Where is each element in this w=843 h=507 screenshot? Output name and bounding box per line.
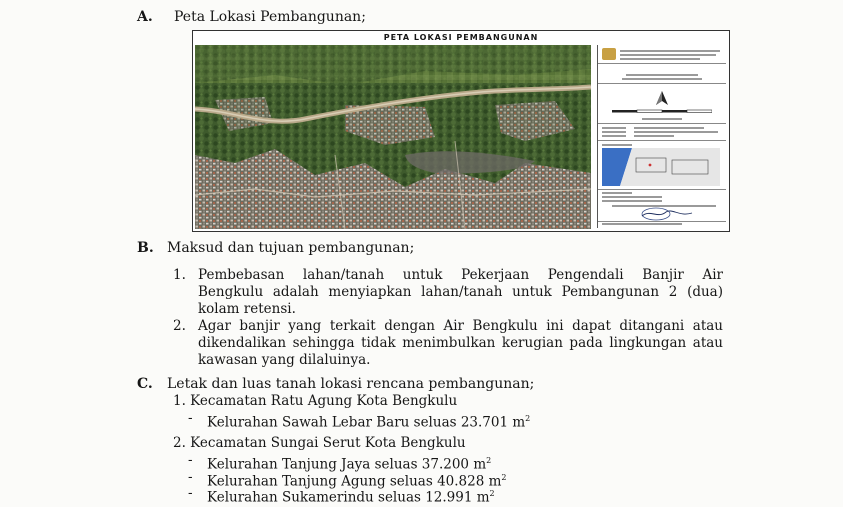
area-unit-superscript: 2 xyxy=(486,456,492,465)
village-area-text: Kelurahan Tanjung Agung seluas 40.828 m xyxy=(207,473,502,490)
legend-text-line xyxy=(602,196,662,198)
location-map-figure xyxy=(192,30,730,232)
list-dash: - xyxy=(188,410,193,426)
area-unit-superscript: 2 xyxy=(525,414,531,423)
purpose-item-line: kolam retensi. xyxy=(198,301,296,317)
village-area-item xyxy=(207,485,495,507)
legend-text-line xyxy=(634,135,674,137)
legend-divider xyxy=(598,63,726,64)
legend-subtitle-line xyxy=(622,78,702,80)
legend-text-line xyxy=(602,144,632,146)
agency-logo xyxy=(602,48,616,60)
village-area-text: Kelurahan Sukamerindu seluas 12.991 m xyxy=(207,489,490,506)
legend-header-line xyxy=(620,54,716,56)
area-unit-superscript: 2 xyxy=(489,489,495,498)
village-area-item xyxy=(207,410,530,432)
area-unit-superscript: 2 xyxy=(501,473,507,482)
scale-label-line xyxy=(642,118,682,120)
list-dash: - xyxy=(188,452,193,468)
section-a-title: Peta Lokasi Pembangunan; xyxy=(174,9,366,25)
map-title: PETA LOKASI PEMBANGUNAN xyxy=(383,33,539,42)
purpose-item-line: dikendalikan sehingga tidak menimbulkan kerugian pada lingkungan atau xyxy=(198,335,723,351)
village-area-text: Kelurahan Sawah Lebar Baru seluas 23.701 m xyxy=(207,414,526,431)
legend-text-line xyxy=(602,135,626,137)
legend-subtitle-line xyxy=(626,74,698,76)
legend-text-line xyxy=(602,127,626,129)
village-area-text: Kelurahan Tanjung Jaya seluas 37.200 m xyxy=(207,456,487,473)
legend-divider xyxy=(598,189,726,190)
legend-divider xyxy=(598,83,726,84)
list-dash: - xyxy=(188,485,193,501)
district-heading: 2. Kecamatan Sungai Serut Kota Bengkulu xyxy=(173,435,466,451)
scale-bar-icon xyxy=(612,108,712,116)
purpose-item-line: Agar banjir yang terkait dengan Air Bengkulu ini dapat ditangani atau xyxy=(198,318,723,334)
legend-divider xyxy=(598,140,726,141)
legend-header-line xyxy=(620,58,700,60)
legend-text-line xyxy=(634,127,704,129)
section-c-title: Letak dan luas tanah lokasi rencana pembangunan; xyxy=(167,376,535,392)
signature-stamp-icon xyxy=(636,207,696,221)
section-b-letter: B. xyxy=(137,240,154,256)
legend-text-line xyxy=(602,200,662,202)
satellite-map-svg xyxy=(195,45,591,229)
purpose-item-number: 1. xyxy=(173,267,186,283)
legend-text-line xyxy=(602,223,682,225)
section-b-title: Maksud dan tujuan pembangunan; xyxy=(167,240,415,256)
north-arrow-icon xyxy=(656,91,668,105)
section-c-letter: C. xyxy=(137,376,153,392)
map-legend-panel xyxy=(597,45,726,228)
legend-text-line xyxy=(602,192,632,194)
legend-text-line xyxy=(634,131,718,133)
satellite-map-image xyxy=(195,45,591,229)
section-a-letter: A. xyxy=(137,9,153,25)
legend-divider xyxy=(598,221,726,222)
legend-divider xyxy=(598,123,726,124)
legend-header-line xyxy=(620,50,720,52)
district-heading: 1. Kecamatan Ratu Agung Kota Bengkulu xyxy=(173,393,458,409)
inset-location-map xyxy=(602,148,720,186)
list-dash: - xyxy=(188,469,193,485)
purpose-item-line: Pembebasan lahan/tanah untuk Pekerjaan Pengendali Banjir Air xyxy=(198,267,723,283)
legend-text-line xyxy=(602,131,626,133)
purpose-item-line: kawasan yang dilaluinya. xyxy=(198,352,371,368)
purpose-item-number: 2. xyxy=(173,318,186,334)
purpose-item-line: Bengkulu adalah menyiapkan lahan/tanah untuk Pembangunan 2 (dua) xyxy=(198,284,723,300)
